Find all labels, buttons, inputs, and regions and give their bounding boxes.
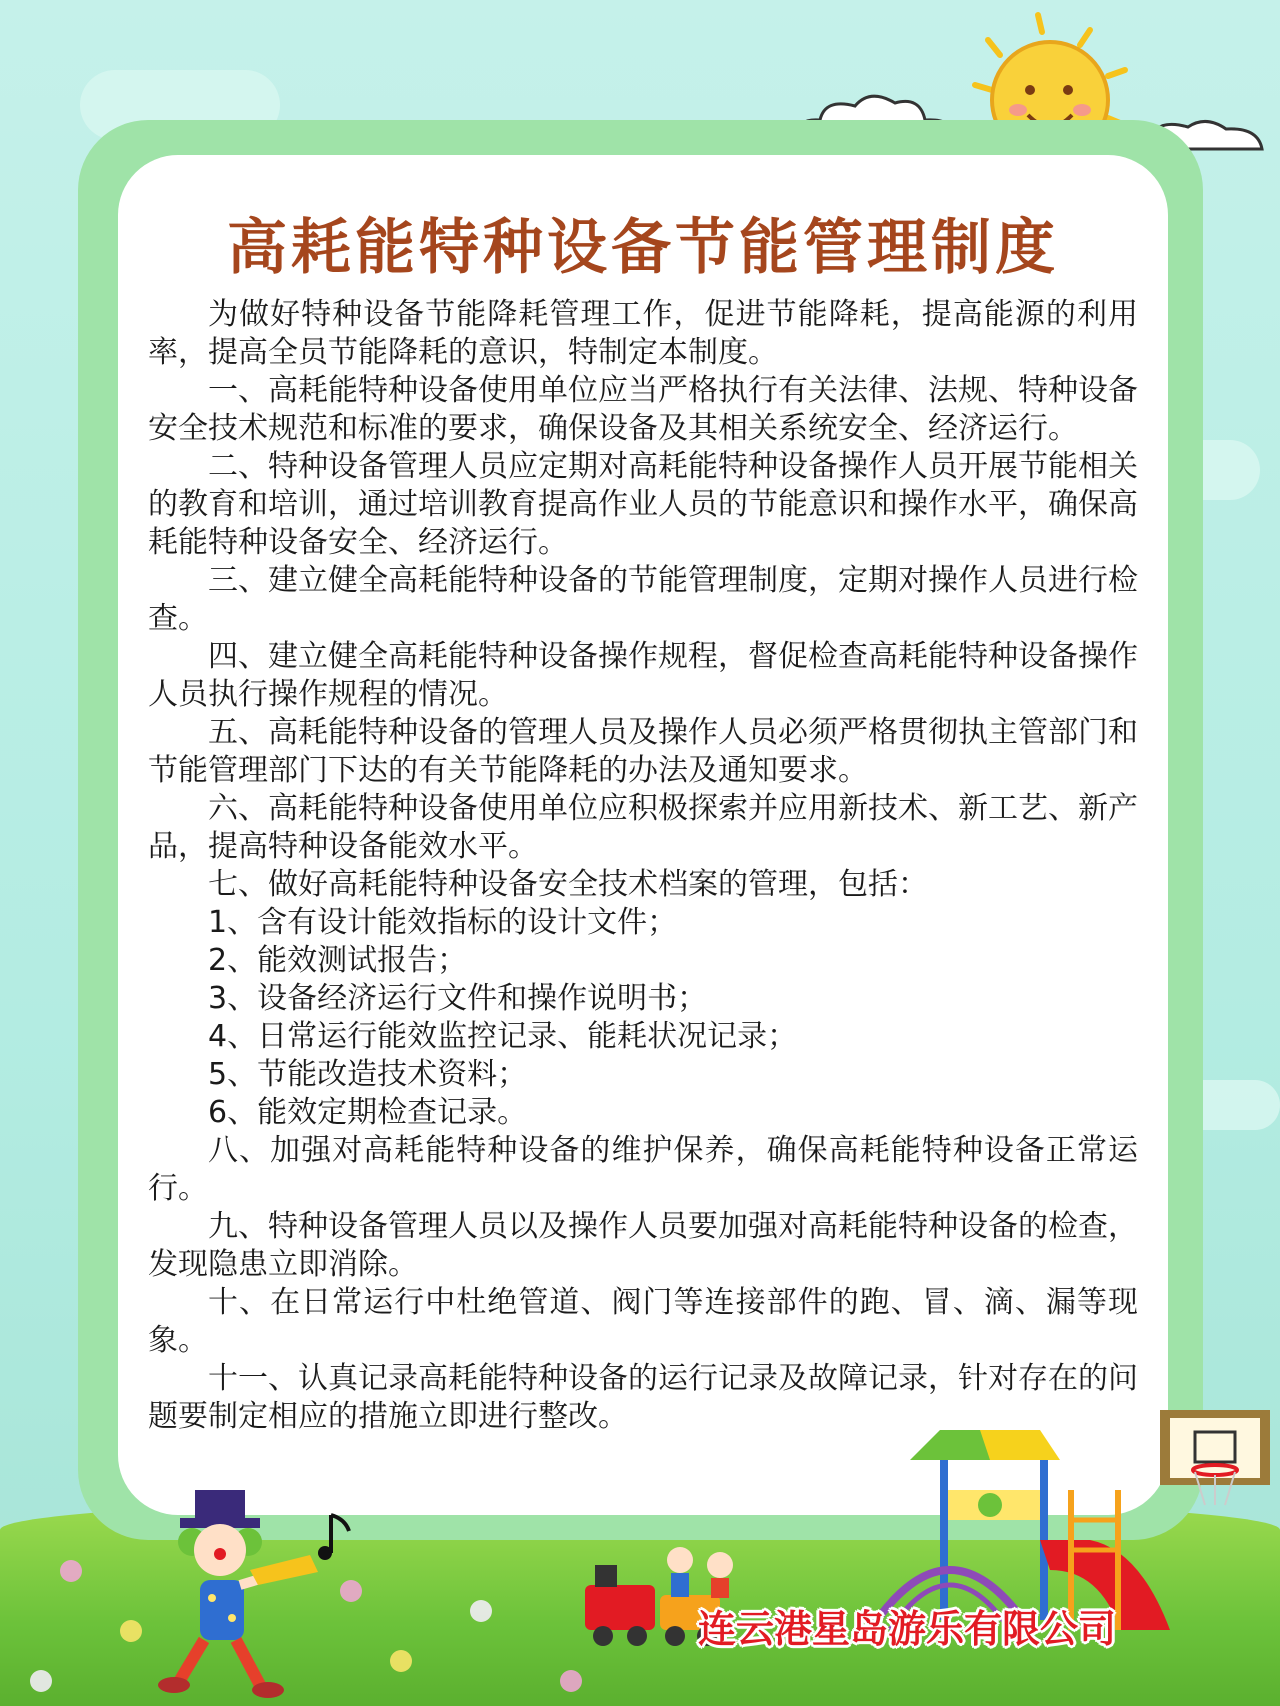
page-title: 高耗能特种设备节能管理制度 bbox=[227, 213, 1059, 283]
flower-dot bbox=[560, 1670, 582, 1692]
list-item: 六、高耗能特种设备使用单位应积极探索并应用新技术、新工艺、新产品，提高特种设备能效水平。 bbox=[148, 791, 1138, 864]
list-item: 一、高耗能特种设备使用单位应当严格执行有关法律、法规、特种设备安全技术规范和标准的要求，确保设备及其相关系统安全、经济运行。 bbox=[148, 373, 1138, 446]
flower-dot bbox=[470, 1600, 492, 1622]
list-item: 八、加强对高耗能特种设备的维护保养，确保高耗能特种设备正常运行。 bbox=[148, 1133, 1138, 1206]
intro-paragraph: 为做好特种设备节能降耗管理工作，促进节能降耗，提高能源的利用率，提高全员节能降耗的意识，特制定本制度。 bbox=[148, 297, 1138, 370]
list-item: 十一、认真记录高耗能特种设备的运行记录及故障记录，针对存在的问题要制定相应的措施立即进行整改。 bbox=[148, 1361, 1138, 1434]
list-item: 七、做好高耗能特种设备安全技术档案的管理，包括： bbox=[208, 867, 928, 902]
list-item: 九、特种设备管理人员以及操作人员要加强对高耗能特种设备的检查，发现隐患立即消除。 bbox=[148, 1209, 1138, 1282]
list-item: 三、建立健全高耗能特种设备的节能管理制度，定期对操作人员进行检查。 bbox=[148, 563, 1138, 636]
regulation-body bbox=[148, 296, 1138, 1436]
list-item: 四、建立健全高耗能特种设备操作规程，督促检查高耗能特种设备操作人员执行操作规程的情况。 bbox=[148, 639, 1138, 712]
list-item: 五、高耗能特种设备的管理人员及操作人员必须严格贯彻执主管部门和节能管理部门下达的有关节能降耗的办法及通知要求。 bbox=[148, 715, 1138, 788]
basketball-hoop-icon bbox=[1160, 1410, 1270, 1510]
flower-dot bbox=[390, 1650, 412, 1672]
flower-dot bbox=[30, 1670, 52, 1692]
list-item: 2、能效测试报告； bbox=[208, 943, 468, 978]
music-note-icon bbox=[315, 1505, 360, 1565]
flower-dot bbox=[120, 1620, 142, 1642]
list-item: 6、能效定期检查记录。 bbox=[208, 1095, 528, 1130]
flower-dot bbox=[60, 1560, 82, 1582]
list-item: 5、节能改造技术资料； bbox=[208, 1057, 528, 1092]
list-item: 1、含有设计能效指标的设计文件； bbox=[208, 905, 678, 940]
company-name: 连云港星岛游乐有限公司 bbox=[698, 1607, 1117, 1651]
list-item: 十、在日常运行中杜绝管道、阀门等连接部件的跑、冒、滴、漏等现象。 bbox=[148, 1285, 1138, 1358]
list-item: 4、日常运行能效监控记录、能耗状况记录； bbox=[208, 1019, 798, 1054]
list-item: 二、特种设备管理人员应定期对高耗能特种设备操作人员开展节能相关的教育和培训，通过培训教育提高作业人员的节能意识和操作水平，确保高耗能特种设备安全、经济运行。 bbox=[148, 449, 1138, 560]
list-item: 3、设备经济运行文件和操作说明书； bbox=[208, 981, 708, 1016]
